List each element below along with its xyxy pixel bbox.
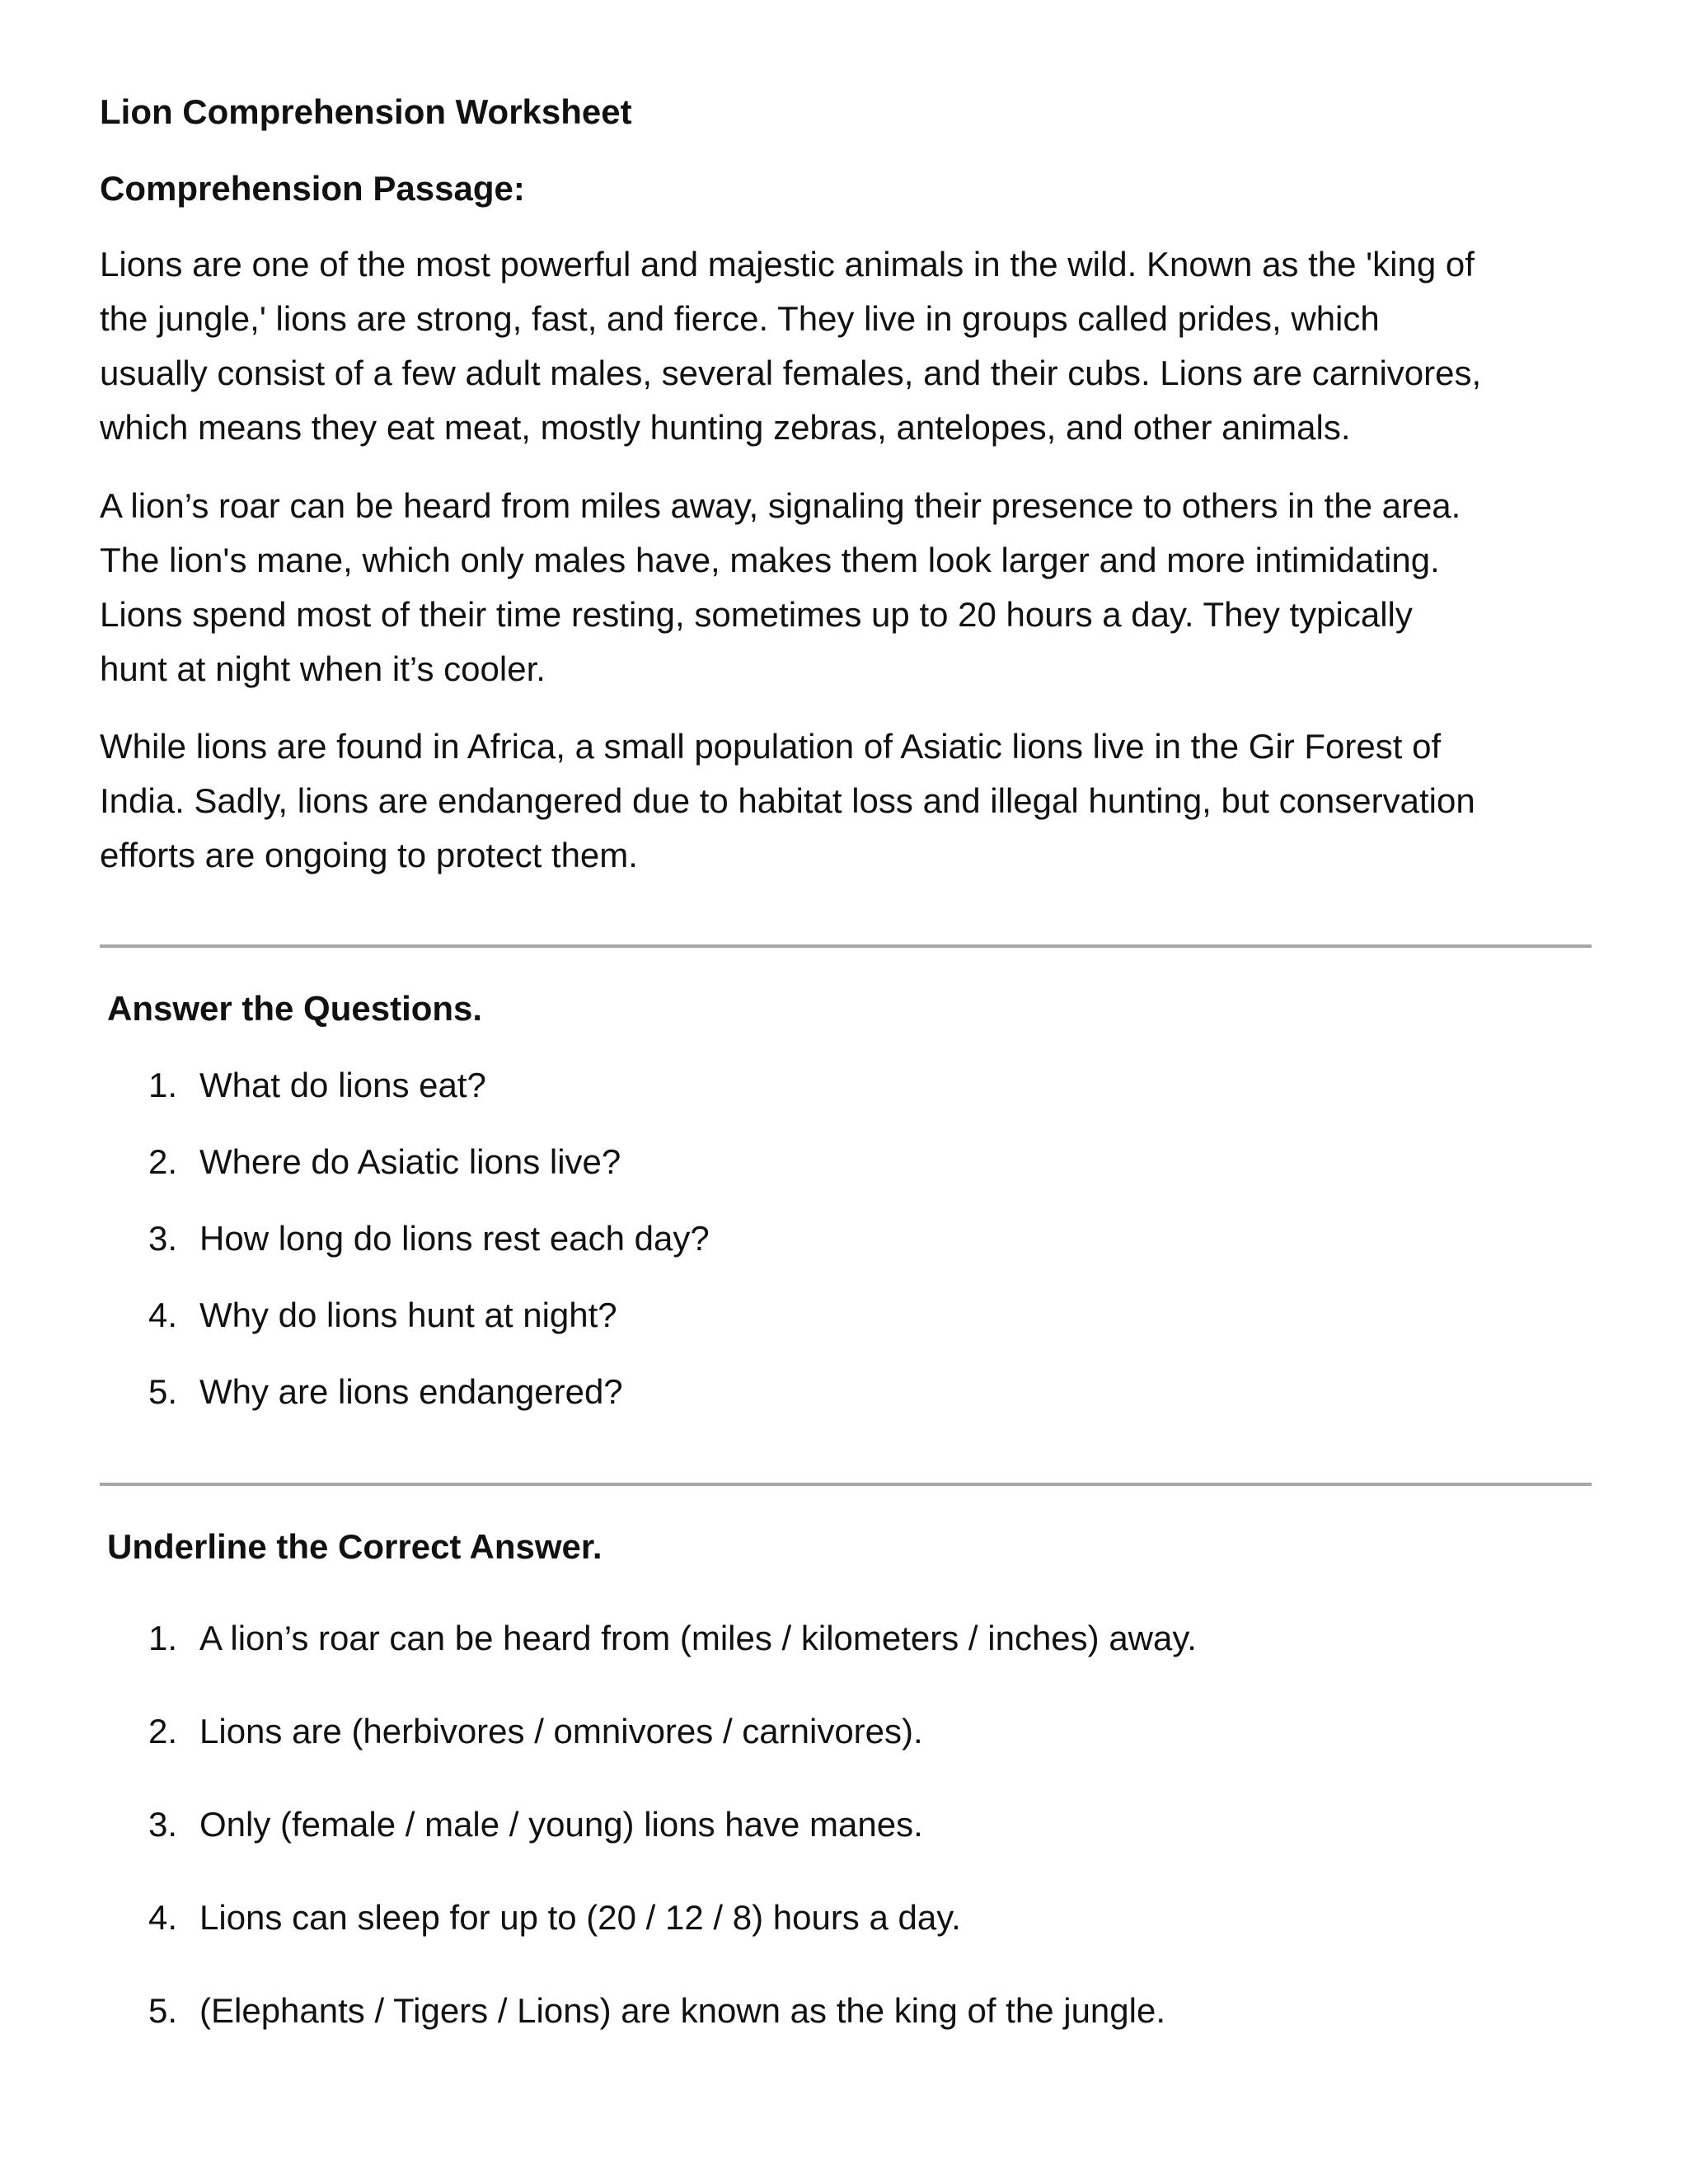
underline-text: A lion’s roar can be heard from (miles / kilometers / inches) away.	[199, 1619, 1197, 1657]
passage-line: India. Sadly, lions are endangered due to habitat loss and illegal hunting, but conservation	[100, 781, 1475, 820]
passage-paragraph-1	[100, 237, 1592, 455]
section-divider	[100, 944, 1592, 948]
passage-heading: Comprehension Passage:	[100, 169, 525, 208]
question-number: 3.	[148, 1219, 178, 1258]
question-number: 4.	[148, 1296, 178, 1334]
underline-text: Lions are (herbivores / omnivores / carnivores).	[199, 1712, 923, 1750]
passage-paragraph-2	[100, 479, 1592, 696]
underline-text: Only (female / male / young) lions have manes.	[199, 1805, 923, 1844]
question-text: What do lions eat?	[199, 1066, 486, 1104]
passage-line: the jungle,' lions are strong, fast, and fierce. They live in groups called prides, which	[100, 299, 1380, 338]
passage-line: While lions are found in Africa, a small population of Asiatic lions live in the Gir Forest of	[100, 727, 1442, 766]
question-number: 5.	[148, 1372, 178, 1411]
question-text: How long do lions rest each day?	[199, 1219, 710, 1258]
question-text: Where do Asiatic lions live?	[199, 1142, 621, 1181]
underline-number: 4.	[148, 1898, 178, 1937]
underline-text: Lions can sleep for up to (20 / 12 / 8) hours a day.	[199, 1898, 961, 1937]
passage-line: Lions spend most of their time resting, sometimes up to 20 hours a day. They typically	[100, 595, 1413, 634]
underline-text: (Elephants / Tigers / Lions) are known as the king of the jungle.	[199, 1991, 1166, 2030]
passage-paragraph-3	[100, 719, 1592, 883]
section-divider	[100, 1483, 1592, 1486]
underline-number: 5.	[148, 1991, 178, 2030]
passage-line: efforts are ongoing to protect them.	[100, 836, 638, 874]
underline-number: 1.	[148, 1619, 178, 1657]
question-number: 2.	[148, 1142, 178, 1181]
question-number: 1.	[148, 1066, 178, 1104]
passage-line: usually consist of a few adult males, several females, and their cubs. Lions are carnivores,	[100, 354, 1482, 392]
underline-number: 2.	[148, 1712, 178, 1750]
question-text: Why do lions hunt at night?	[199, 1296, 617, 1334]
questions-heading: Answer the Questions.	[107, 989, 483, 1028]
question-text: Why are lions endangered?	[199, 1372, 623, 1411]
underline-heading: Underline the Correct Answer.	[107, 1527, 603, 1566]
worksheet-title: Lion Comprehension Worksheet	[100, 92, 632, 131]
passage-line: hunt at night when it’s cooler.	[100, 649, 546, 688]
passage-line: A lion’s roar can be heard from miles away, signaling their presence to others in the area.	[100, 486, 1461, 525]
passage-line: which means they eat meat, mostly hunting zebras, antelopes, and other animals.	[100, 408, 1351, 447]
underline-number: 3.	[148, 1805, 178, 1844]
passage-line: Lions are one of the most powerful and majestic animals in the wild. Known as the 'king of	[100, 245, 1475, 284]
passage-line: The lion's mane, which only males have, makes them look larger and more intimidating.	[100, 541, 1440, 579]
